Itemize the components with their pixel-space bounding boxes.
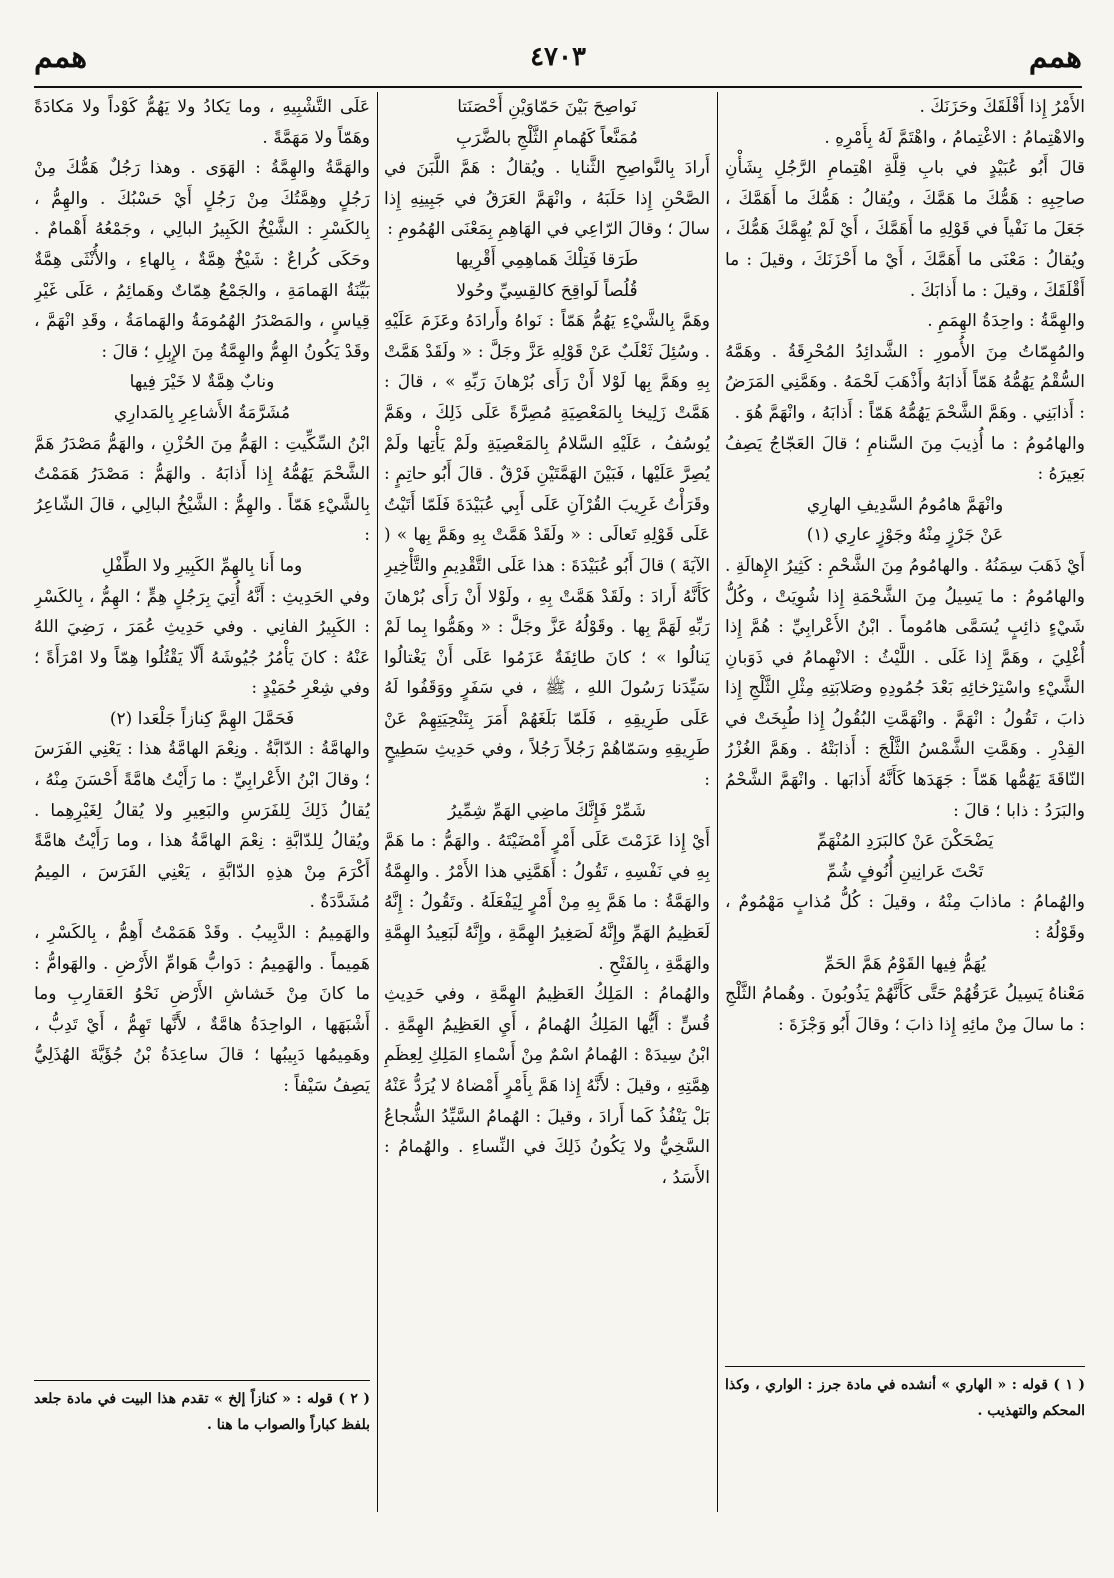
verse-line: تَحْتَ عَرانِينِ أُنُوفٍ شُمِّ [826, 861, 984, 882]
paragraph: قالَ أَبُو عُبَيْدٍ في بابِ قِلَّةِ اهْتِمامِ الرَّجُلِ بِشَأْنِ صاحِبِهِ : هَمُّكَ ما هَمَّكَ ، ويُقالُ : هَمُّكَ ما أَهَمَّكَ ، جَعَلَ ما نَفْياً في قَوْلِهِ ما أَهَمَّكَ ، أَيْ لَمْ يُهِمَّكَ هَمُّكَ ، ويُقالُ : مَعْنَى ما أَهَمَّكَ ، أَيْ ما أَحْزَنَكَ ، وقيلَ : ما أَقْلَقَكَ ، وقيلَ : ما أَذابَكَ . [725, 158, 1085, 301]
page-number: ٤٧٠٣ [530, 42, 586, 72]
paragraph: والهَمِيمُ : الدَّبِيبُ . وقَدْ هَمَمْتُ أَهِمُّ ، بِالكَسْرِ ، هَمِيماً . والهَمِيمُ : دَوابُّ هَوامِّ الأَرْضِ . والهَوامُّ : ما كانَ مِنْ خَشاشِ الأَرْضِ نَحْوُ العَقارِبِ وما أَشْبَهَها ، الواحِدَةُ هامَّةٌ ، لأَنَّها تَهِمُّ ، أَيْ تَدِبُّ ، وهَمِيمُها دَبِيبُها ؛ قالَ ساعِدَةُ بْنُ جُؤَيَّةَ الهُذَلِيُّ يَصِفُ سَيْفاً : [34, 923, 370, 1096]
verse-line: وما أَنا بِالهِمِّ الكَبِيرِ ولا الطِّفْلِ [101, 555, 303, 576]
verse-line: فَحَمَّلَ الهِمَّ كِنازاً جَلْعَدا (٢) [109, 708, 295, 729]
page-header [34, 40, 1082, 88]
paragraph: وهَمَّ بِالشَّيْءِ يَهُمُّ هَمّاً : نَواهُ وأَرادَهُ وعَزَمَ عَلَيْهِ . وسُئِلَ ثَعْلَبٌ عَنْ قَوْلِهِ عَزَّ وجَلَّ : « ولَقَدْ هَمَّتْ بِهِ وهَمَّ بِها لَوْلا أَنْ رَأَى بُرْهانَ رَبِّهِ » ، قالَ : هَمَّتْ زَلِيخا بِالمَعْصِيَةِ مُصِرَّةً عَلَى ذَلِكَ ، وهَمَّ يُوسُفُ ، عَلَيْهِ السَّلامُ بِالمَعْصِيَةِ ولَمْ يَأْتِها ولَمْ يُصِرَّ عَلَيْها ، فَبَيْنَ الهَمَّتَيْنِ فَرْقٌ . قالَ أَبُو حاتِمٍ : وقَرَأْتُ غَرِيبَ القُرْآنِ عَلَى أَبِي عُبَيْدَةَ فَلَمّا أَتَيْتُ عَلَى قَوْلِهِ تَعالَى : « ولَقَدْ هَمَّتْ بِهِ وهَمَّ بِها » ( الآيَةَ ) قالَ أَبُو عُبَيْدَةَ : هذا عَلَى التَّقْدِيمِ والتَّأْخِيرِ كَأَنَّهُ أَرادَ : ولَقَدْ هَمَّتْ بِهِ ، ولَوْلا أَنْ رَأَى بُرْهانَ رَبِّهِ لَهَمَّ بِها . وقَوْلُهُ عَزَّ وجَلَّ : « وهَمُّوا بِما لَمْ يَنالُوا » ؛ كانَ طائِفَةٌ عَزَمُوا عَلَى أَنْ يَغْتالُوا سَيِّدَنا رَسُولَ اللهِ ، ﷺ ، في سَفَرٍ ووَقَفُوا لَهُ عَلَى طَرِيقِهِ ، فَلَمّا بَلَغَهُمْ أَمَرَ بِتَنْحِيَتِهِمْ عَنْ طَرِيقِهِ وسَمّاهُمْ رَجُلاً رَجُلاً ، وفي حَدِيثِ سَطِيحٍ : [384, 311, 710, 791]
verse-line: مُمَنَّعاً كَهُمامِ الثَّلْجِ بالضَّرَبِ [456, 127, 638, 148]
paragraph: والهامُومُ : ما أُذِيبَ مِنَ السَّنامِ ؛ قالَ العَجّاجُ يَصِفُ بَعِيرَهُ : [725, 433, 1085, 485]
verse-line: يُهَمُّ فِيها القَوْمُ هَمَّ الحَمِّ [823, 953, 987, 974]
verse-line: نَواصِحَ بَيْنَ حَمّاوَيْنِ أَحْصَنَتا [457, 97, 637, 117]
paragraph: ابْنُ السِّكِّيتِ : الهَمُّ مِنَ الحُزْنِ ، والهَمُّ مَصْدَرُ هَمَّ الشَّحْمَ يَهُمُّهُ إِذا أَذابَهُ . والهَمُّ : مَصْدَرُ هَمَمْتُ بِالشَّيْءِ هَمّاً . والهِمُّ : الشَّيْخُ البالِي ، قالَ الشّاعِرُ : [34, 433, 370, 546]
header-root-word-left: همم [34, 40, 88, 75]
verse-line: ونابٌ هِمَّةٌ لا خَيْرَ فِيها [129, 372, 275, 393]
paragraph: والهَمَّةُ والهِمَّةُ : الهَوَى . وهذا رَجُلٌ هَمُّكَ مِنْ رَجُلٍ وهِمَّتُكَ مِنْ رَجُلٍ أَيْ حَسْبُكَ . والهِمُّ ، بِالكَسْرِ : الشَّيْخُ الكَبِيرُ البالِي ، وجَمْعُهُ أَهْمامٌ . وحَكَى كُراعٌ : شَيْخٌ هِمَّةٌ ، بِالهاءِ ، والأُنْثَى هِمَّةٌ بَيِّنَةُ الهَمامَةِ ، والجَمْعُ هِمّاتٌ وهَمائِمُ ، عَلَى غَيْرِ قِياسٍ ، والمَصْدَرُ الهُمُومَةُ والهَمامَةُ ، وقَدِ انْهَمَّ ، وقَدْ يَكُونُ الهِمُّ والهِمَّةُ مِنَ الإِبِلِ ؛ قالَ : [34, 158, 370, 362]
paragraph: والهُمامُ : ماذابَ مِنْهُ ، وقيلَ : كُلُّ مُذابٍ مَهْمُومٌ ، وقَوْلُهُ : [725, 892, 1085, 944]
verse-line: قُلُصاً لَواقِحَ كالقِسِيِّ وحُولا [456, 280, 638, 301]
verse-line: وانْهَمَّ هامُومُ السَّدِيفِ الهارِي [806, 494, 1004, 515]
footnote-rule-left [34, 1380, 370, 1381]
paragraph: أَيْ إِذا عَزَمْتَ عَلَى أَمْرٍ أَمْضَيْتَهُ . والهَمُّ : ما هَمَّ بِهِ في نَفْسِهِ ، تَقُولُ : أَهَمَّنِي هذا الأَمْرُ . والهِمَّةُ والهَمَّةُ : ما هَمَّ بِهِ مِنْ أَمْرٍ لِيَفْعَلَهُ . وتَقُولُ : إِنَّهُ لَعَظِيمُ الهَمِّ وإِنَّهُ لَصَغِيرُ الهِمَّةِ ، وإِنَّهُ لَبَعِيدُ الهِمَّةِ والهَمَّةِ ، بِالفَتْحِ . [384, 831, 710, 974]
column-divider-right [717, 92, 718, 1512]
paragraph: الأَمْرُ إِذا أَقْلَقَكَ وحَزَنَكَ . [919, 97, 1085, 117]
footnote-rule-right [725, 1366, 1085, 1367]
paragraph: أَيْ ذَهَبَ سِمَنُهُ . والهامُومُ مِنَ الشَّحْمِ : كَثِيرُ الإِهالَةِ . والهامُومُ : ما يَسِيلُ مِنَ الشَّحْمَةِ إِذا شُوِيَتْ ، وكُلُّ شَيْءٍ ذائِبٍ يُسَمَّى هامُوماً . ابْنُ الأَعْرابِيِّ : هُمَّ إِذا أُغْلِيَ ، وهَمَّ إِذا غَلَى . اللَّيْثُ : الانْهِمامُ في ذَوَبانِ الشَّيْءِ واسْتِرْخائِهِ بَعْدَ جُمُودِهِ وصَلابَتِهِ مِثْلِ الثَّلْجِ إِذا ذابَ ، تَقُولُ : انْهَمَّ . وانْهَمَّتِ البُقُولُ إِذا طُبِخَتْ في القِدْرِ . وهَمَّتِ الشَّمْسُ الثَّلْجَ : أَذابَتْهُ . وهَمَّ الغُزْرُ النّاقَةَ يَهُمُّها هَمّاً : جَهَدَها كَأَنَّهُ أَذابَها . وانْهَمَّ الشَّحْمُ والبَرَدُ : ذابا ؛ قالَ : [725, 555, 1085, 821]
paragraph: أَرادَ بِالنَّواصِحِ الثَّنايا . ويُقالُ : هَمَّ اللَّبَنَ في الصَّحْنِ إِذا حَلَبَهُ ، وانْهَمَّ العَرَقُ في جَبِينِهِ إِذا سالَ ؛ وقالَ الرّاعِي في الهَاهِمِ بِمَعْنَى الهُمُومِ : [384, 158, 710, 240]
verse-line: عَنْ جَرْزٍ مِنْهُ وجَوْزٍ عارِي (١) [806, 525, 1004, 546]
column-divider-left [377, 92, 378, 1512]
paragraph: عَلَى التَّشْبِيهِ ، وما يَكادُ ولا يَهُمُّ كَوْداً ولا مَكادَةً وهَمّاً ولا مَهَمَّةً . [34, 97, 370, 148]
footnote-left: ( ٢ ) قوله : « كنازاً إلخ » تقدم هذا البيت في مادة جلعد بلفظ كباراً والصواب ما هنا . [34, 1391, 371, 1433]
verse-line: مُشَرَّمَةُ الأَشاعِرِ بِالمَدارِي [113, 402, 291, 423]
paragraph: والاهْتِمامُ : الاغْتِمامُ ، واهْتَمَّ لَهُ بِأَمْرِهِ . [824, 127, 1085, 148]
paragraph: مَعْناهُ يَسِيلُ عَرَقُهُمْ حَتَّى كَأَنَّهُمْ يَذُوبُونَ . وهُمامُ الثَّلْجِ : ما سالَ مِنْ مائِهِ إِذا ذابَ ؛ وقالَ أَبُو وَجْزَةَ : [725, 984, 1085, 1035]
paragraph: والهِمَّةُ : واحِدَةُ الهِمَمِ . [927, 311, 1085, 332]
paragraph: وفي الحَدِيثِ : أَنَّهُ أُتِيَ بِرَجُلٍ هِمٍّ ؛ الهِمُّ ، بِالكَسْرِ : الكَبِيرُ الفانِي . وفي حَدِيثِ عُمَرَ ، رَضِيَ اللهُ عَنْهُ : كانَ يَأْمُرُ جُيُوشَهُ أَلّا يَقْتُلُوا هِمّاً ولا امْرَأَةً ؛ وفي شِعْرِ حُمَيْدٍ : [34, 586, 370, 699]
verse-line: يَضْحَكْنَ عَنْ كالبَرَدِ المُنْهَمِّ [816, 831, 994, 852]
verse-line: طَرَقا فَتِلْكَ هَماهِمِي أَقْرِيها [455, 249, 639, 270]
paragraph: والهُمامُ : المَلِكُ العَظِيمُ الهِمَّةِ ، وفي حَدِيثِ قُسٍّ : أَيُّها المَلِكُ الهُمامُ ، أَيِ العَظِيمُ الهِمَّةِ . ابْنُ سِيدَهْ : الهُمامُ اسْمٌ مِنْ أَسْماءِ المَلِكِ لِعِظَمِ هِمَّتِهِ ، وقيلَ : لأَنَّهُ إِذا هَمَّ بِأَمْرٍ أَمْضاهُ لا يُرَدُّ عَنْهُ بَلْ يَنْفُذُ كَما أَرادَ ، وقيلَ : الهُمامُ السَّيِّدُ الشُّجاعُ السَّخِيُّ ولا يَكُونُ ذَلِكَ في النِّساءِ . والهُمامُ : الأَسَدُ ، [384, 984, 710, 1188]
header-rule [34, 86, 1082, 88]
column-left [34, 92, 370, 1512]
header-root-word-right: همم [1028, 40, 1082, 75]
footnote-right: ( ١ ) قوله : « الهاري » أنشده في مادة جرز : الواري ، وكذا المحكم والتهذيب . [725, 1377, 1086, 1419]
verse-line: شَمِّرْ فَإِنَّكَ ماضِي الهَمِّ شِمِّيرُ [448, 800, 646, 821]
paragraph: والمُهِمّاتُ مِنَ الأُمورِ : الشَّدائِدُ المُحْرِقَةُ . وهَمَّهُ السُّقْمُ يَهُمُّهُ هَمّاً أَذابَهُ وأَذْهَبَ لَحْمَهُ . وهَمَّنِي المَرَضُ : أَذابَنِي . وهَمَّ الشَّحْمَ يَهُمُّهُ هَمّاً : أَذابَهُ ، وانْهَمَّ هُوَ . [725, 341, 1085, 423]
paragraph: والهامَّةُ : الدّابَّةُ . ونِعْمَ الهامَّةُ هذا : يَعْنِي الفَرَسَ ؛ وقالَ ابْنُ الأَعْرابِيِّ : ما رَأَيْتُ هامَّةً أَحْسَنَ مِنْهُ ، يُقالُ ذَلِكَ لِلفَرَسِ والبَعِيرِ ولا يُقالُ لِغَيْرِهِما . ويُقالُ لِلدّابَّةِ : نِعْمَ الهامَّةُ هذا ، وما رَأَيْتُ هامَّةً أَكْرَمَ مِنْ هذِهِ الدّابَّةِ ، يَعْنِي الفَرَسَ ، المِيمُ مُشَدَّدَةٌ . [34, 739, 370, 913]
column-middle [384, 92, 710, 1512]
column-right [725, 92, 1085, 1512]
